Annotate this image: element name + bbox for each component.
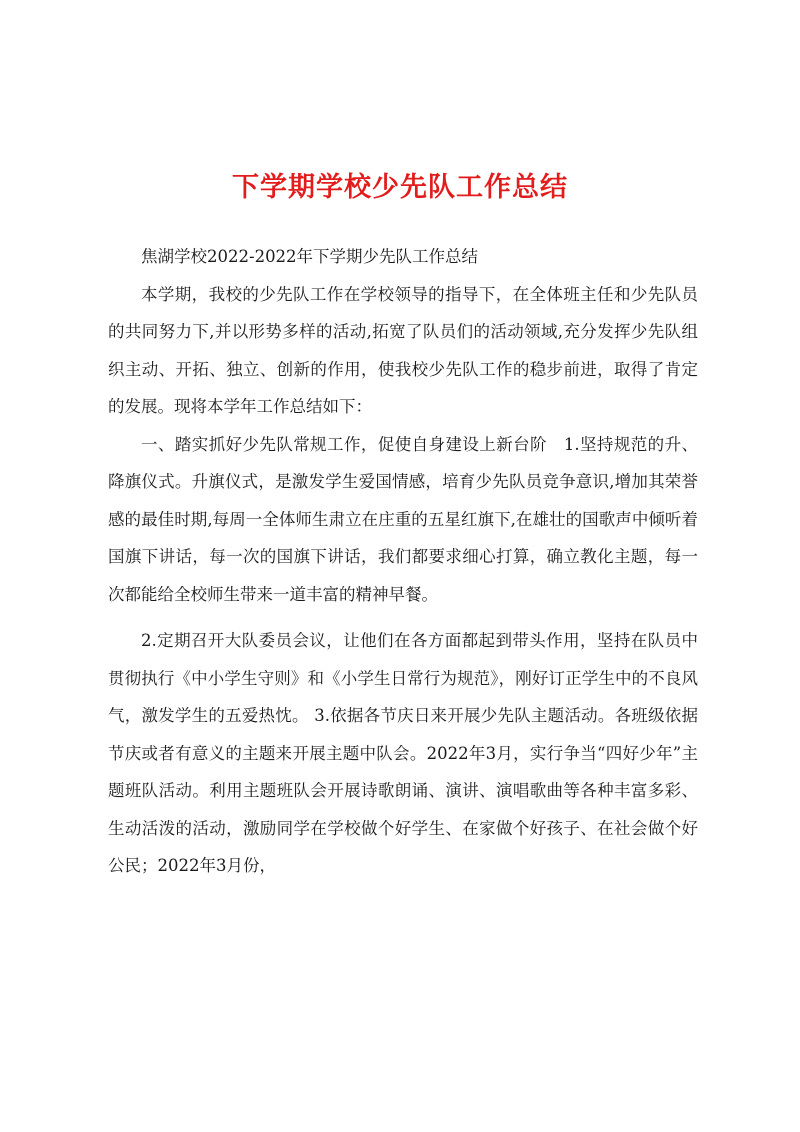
paragraph-section-two: 2.定期召开大队委员会议，让他们在各方面都起到带头作用，坚持在队员中贯彻执行《中小学生守则》和《小学生日常行为规范》，刚好订正学生中的不良风气，激发学生的五爱热忱。 3.依据各节庆日来开展少先队主题活动。各班级依据节庆或者有意义的主题来开展主题中队会。2022年3月，实行争当“四好少年”主题班队活动。利用主题班队会开展诗歌朗诵、演讲、演唱歌曲等各种丰富多彩、生动活泼的活动，激励同学在学校做个好学生、在家做个好孩子、在社会做个好公民；2022年3月份，	[108, 631, 698, 875]
paragraph-section-one: 一、踏实抓好少先队常规工作，促使自身建设上新台阶 1.坚持规范的升、降旗仪式。升旗仪式，是激发学生爱国情感，培育少先队员竞争意识,增加其荣誉感的最佳时期,每周一全体师生肃立在庄重的五星红旗下,在雄壮的国歌声中倾听着国旗下讲话，每一次的国旗下讲话，我们都要求细心打算，确立教化主题，每一次都能给全校师生带来一道丰富的精神早餐。	[108, 434, 698, 604]
document-title: 下学期学校少先队工作总结	[232, 172, 568, 203]
paragraph-intro: 本学期，我校的少先队工作在学校领导的指导下，在全体班主任和少先队员的共同努力下,并以形势多样的活动,拓宽了队员们的活动领域,充分发挥少先队组织主动、开拓、独立、创新的作用，使我校少先队工作的稳步前进，取得了肯定的发展。现将本学年工作总结如下：	[108, 284, 698, 416]
paragraph-school-heading: 焦湖学校2022-2022年下学期少先队工作总结	[141, 247, 479, 266]
document-body	[108, 238, 698, 885]
